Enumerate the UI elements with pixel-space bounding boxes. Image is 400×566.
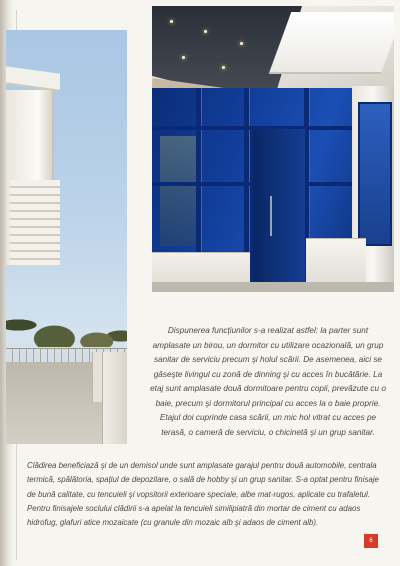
- paragraph-finishes-description: Clădirea beneficiază şi de un demisol unde sunt amplasate garajul pentru două automobile, centrala termică, spălătoria, spaţiul de depozitare, o sală de hobby şi un grup sanitar. S-a optat pentru finisaje de bună calitate, cu tencuieli şi vopsitorii exterioare speciale, albe mat-rugos, aplicate cu trafaletul. Pentru finisajele soclului clădirii s-a apelat la tencuieli similipiatră din mortar de ciment cu adaos hidrofug, glafuri atice mozaicate (cu granule din mozaic alb şi adaos de ciment alb).: [27, 461, 379, 528]
- page-number: 6: [364, 534, 378, 548]
- paragraph-layout-description: Dispunerea funcţiunilor s-a realizat astfel: la parter sunt amplasate un birou, un dormitor cu utilizare ocazională, un grup sanitar de serviciu precum şi holul scării. De asemenea, aici se găseşte livingul cu zonă de dinning şi cu acces în bucătărie. La etaj sunt amplasate două dormitoare pentru copii, prevăzute cu o baie, precum şi dormitorul principal cu acces la o baie proprie. Etajul doi cuprinde casa scării, un mic hol vitrat cu acces pe terasă, o cameră de serviciu, o chicinetă şi un grup sanitar.: [150, 326, 386, 437]
- door-handle: [270, 196, 272, 236]
- skylight: [269, 12, 394, 74]
- ceiling-light: [240, 42, 243, 45]
- terrace-photo: [6, 30, 127, 444]
- canopy-slats: [10, 180, 60, 265]
- trees: [6, 292, 127, 347]
- ceiling-light: [222, 66, 225, 69]
- ceiling-light: [182, 56, 185, 59]
- glass-entrance-door: [250, 126, 308, 292]
- side-glass-panel: [358, 102, 392, 246]
- canopy-top: [6, 66, 60, 90]
- ceiling-light: [204, 30, 207, 33]
- glass-reflection: [160, 136, 200, 246]
- terrace-parapet: [102, 352, 127, 444]
- ceiling-light: [170, 20, 173, 23]
- entrance-floor: [152, 282, 394, 292]
- entrance-photo: [152, 6, 394, 292]
